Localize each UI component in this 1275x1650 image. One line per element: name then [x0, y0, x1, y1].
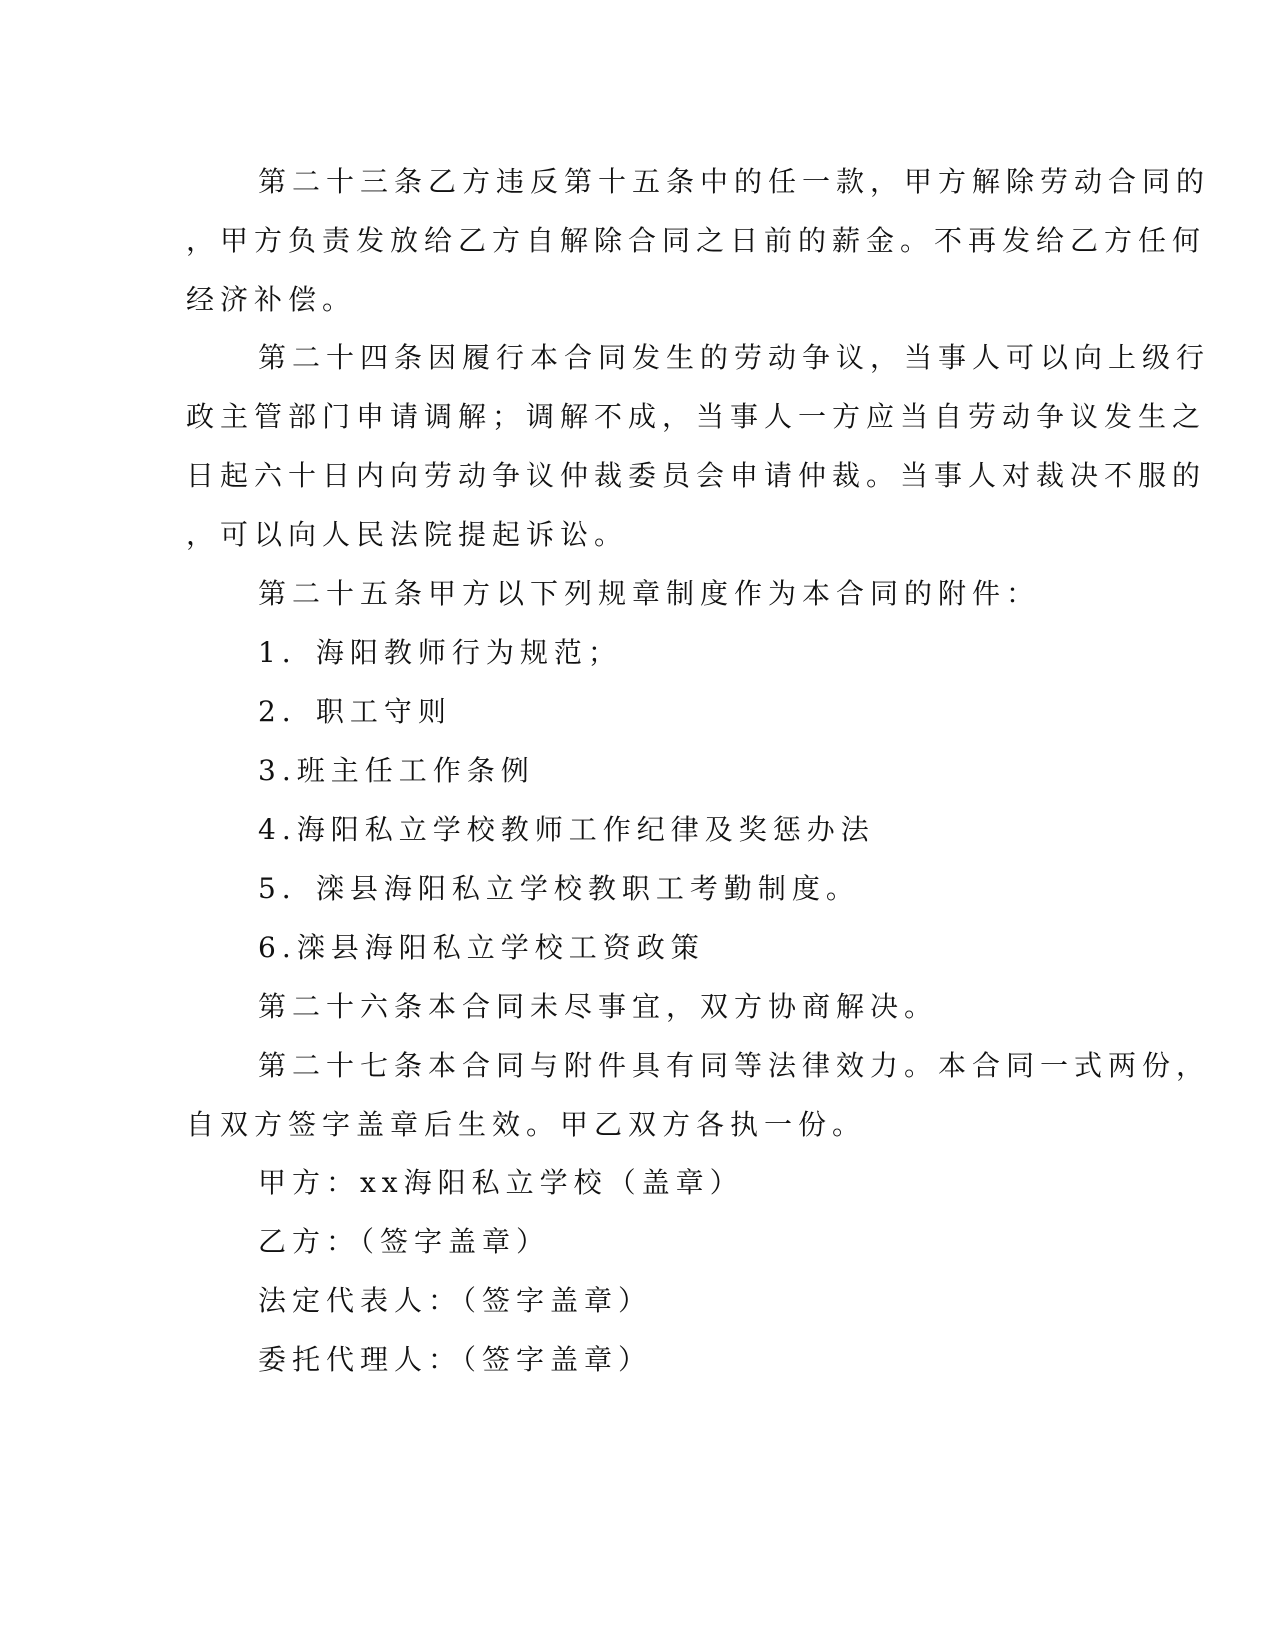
article-27-line-2: 自双方签字盖章后生效。甲乙双方各执一份。: [186, 1108, 867, 1141]
party-a-signature-line: 甲方：xx海阳私立学校（盖章）: [258, 1166, 744, 1199]
article-23-line-3: 经济补偿。: [186, 283, 357, 316]
article-24-line-2: 政主管部门申请调解；调解不成，当事人一方应当自劳动争议发生之: [186, 400, 1207, 433]
legal-representative-line: 法定代表人：（签字盖章）: [258, 1284, 653, 1317]
article-24-line-4: ，可以向人民法院提起诉讼。: [186, 518, 629, 551]
article-25-line: 第二十五条甲方以下列规章制度作为本合同的附件：: [258, 577, 1041, 610]
attachment-item-1: 1．海阳教师行为规范；: [258, 636, 622, 669]
attachment-item-6: 6.滦县海阳私立学校工资政策: [258, 931, 705, 964]
attachment-item-4: 4.海阳私立学校教师工作纪律及奖惩办法: [258, 813, 875, 846]
article-23-line-2: ，甲方负责发放给乙方自解除合同之日前的薪金。不再发给乙方任何: [186, 224, 1207, 257]
article-24-line-1: 第二十四条因履行本合同发生的劳动争议，当事人可以向上级行: [258, 341, 1211, 374]
party-b-signature-line: 乙方：（签字盖章）: [258, 1225, 551, 1258]
article-24-line-3: 日起六十日内向劳动争议仲裁委员会申请仲裁。当事人对裁决不服的: [186, 459, 1207, 492]
article-27-line-1: 第二十七条本合同与附件具有同等法律效力。本合同一式两份，: [258, 1049, 1211, 1082]
attachment-item-3: 3.班主任工作条例: [258, 754, 535, 787]
authorized-agent-line: 委托代理人：（签字盖章）: [258, 1343, 653, 1376]
article-23-line-1: 第二十三条乙方违反第十五条中的任一款，甲方解除劳动合同的: [258, 165, 1211, 198]
attachment-item-2: 2．职工守则: [258, 695, 452, 728]
article-26-line: 第二十六条本合同未尽事宜，双方协商解决。: [258, 990, 939, 1023]
attachment-item-5: 5．滦县海阳私立学校教职工考勤制度。: [258, 872, 860, 905]
